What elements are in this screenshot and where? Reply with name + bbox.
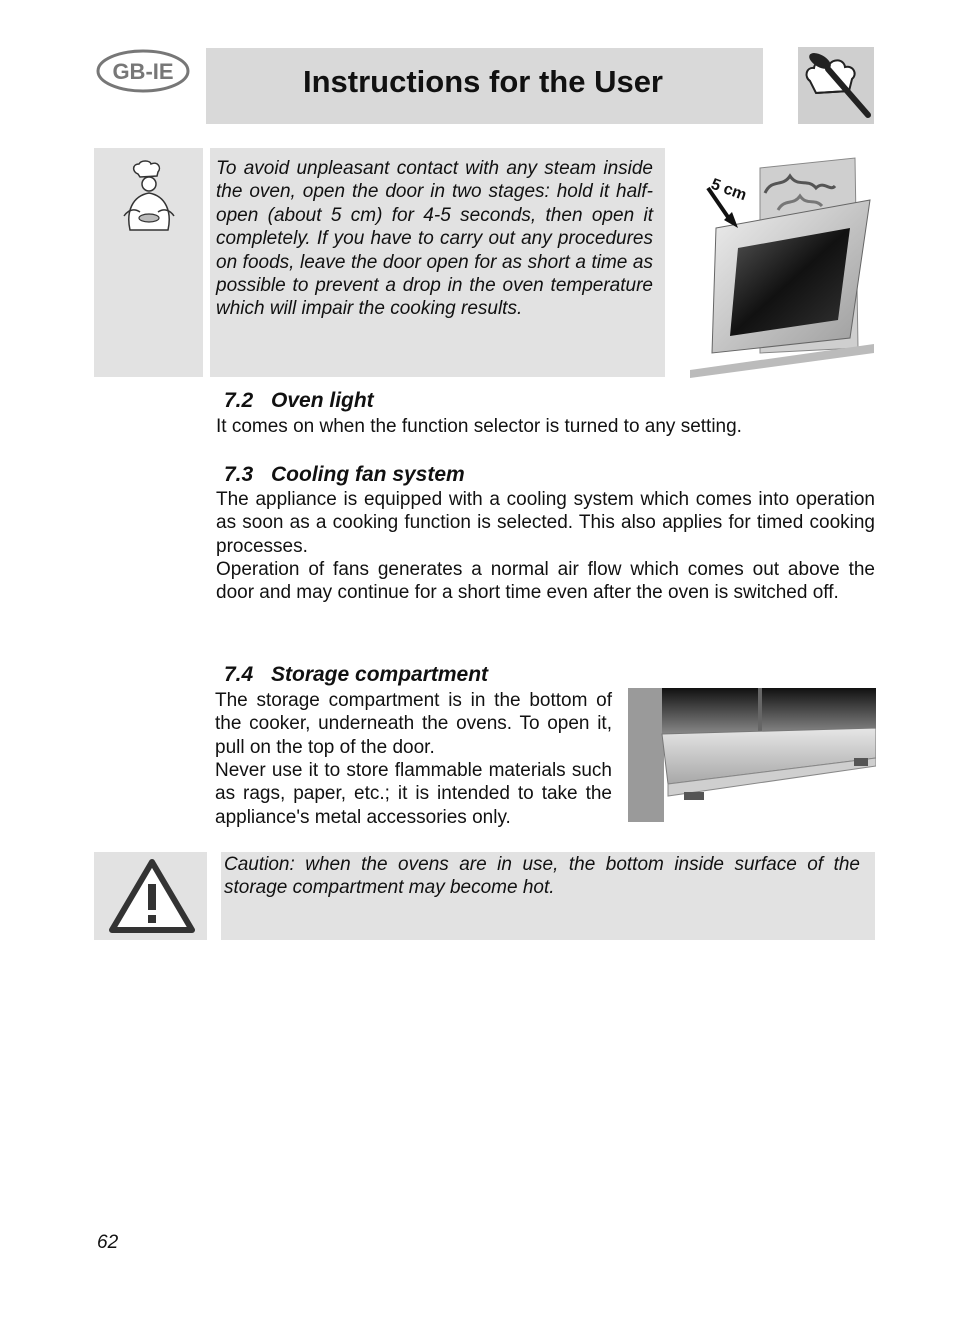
note-icon-box: [94, 148, 203, 377]
section-heading-7-2: [224, 389, 374, 413]
section-title: Storage compartment: [271, 663, 489, 686]
section-7-2-text: It comes on when the function selector is turned to any setting.: [216, 416, 742, 437]
section-7-4-paragraph-2: Never use it to store flammable materials such as rags, paper, etc.; it is intended to take the appliance's metal accessories only.: [215, 760, 612, 828]
oven-gap-label: 5 cm: [708, 175, 749, 205]
chef-icon: [120, 160, 178, 232]
chef-spoon-icon: [798, 47, 874, 124]
warning-triangle-icon: [108, 858, 196, 934]
page-number: 62: [97, 1232, 119, 1253]
section-7-4-paragraph-1: The storage compartment is in the bottom of the cooker, underneath the ovens. To open it, pull on the top of the door.: [215, 690, 612, 758]
warning-icon-box: [94, 852, 207, 940]
page-title: Instructions for the User: [303, 64, 663, 99]
note-text: To avoid unpleasant contact with any steam inside the oven, open the door in two stages: hold it half-open (about 5 cm) for 4-5 seconds, then open it completely. If you have to carry out any procedures on foods, leave the door open for as short a time as possible to prevent a drop in the oven temperature which will impair the cooking results.: [216, 158, 653, 320]
note-text-box: [210, 148, 665, 377]
section-number: 7.2: [224, 389, 254, 412]
caution-text: Caution: when the ovens are in use, the bottom inside surface of the storage compartment may become hot.: [224, 854, 860, 899]
section-heading-7-3: [224, 463, 465, 487]
section-number: 7.3: [224, 463, 254, 486]
section-title: Cooling fan system: [271, 463, 465, 486]
caution-box: [221, 852, 875, 940]
logo-text: GB-IE: [112, 59, 174, 84]
gb-ie-logo: [96, 49, 190, 93]
oven-door-illustration: [690, 148, 874, 378]
storage-compartment-illustration: [628, 688, 876, 822]
section-title: Oven light: [271, 389, 374, 412]
title-bar: [206, 48, 763, 124]
section-7-3-paragraph-1: The appliance is equipped with a cooling system which comes into operation as soon as a cooking function is selected. This also applies for timed cooking processes.: [216, 489, 875, 557]
section-7-3-paragraph-2: Operation of fans generates a normal air flow which comes out above the door and may continue for a short time even after the oven is switched off.: [216, 559, 875, 604]
section-number: 7.4: [224, 663, 254, 686]
section-heading-7-4: [224, 663, 488, 687]
